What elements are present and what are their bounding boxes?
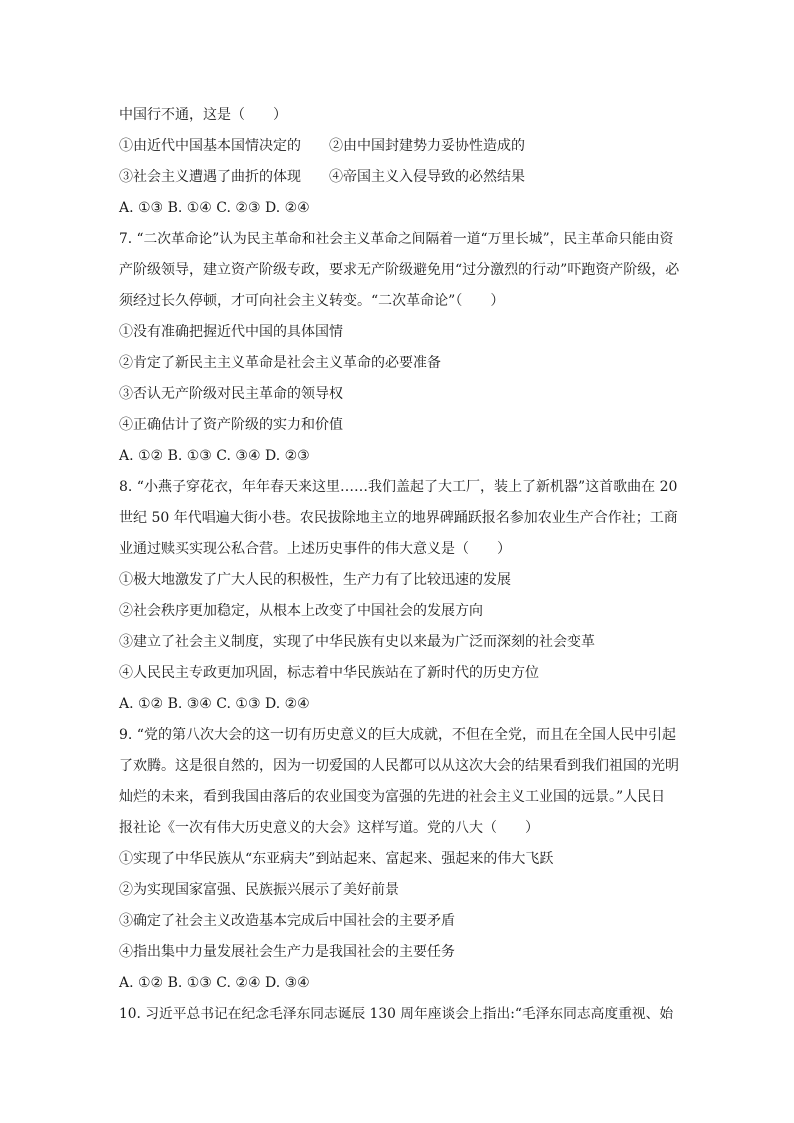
question-6-option-2: ②由中国封建势力妥协性造成的: [329, 138, 525, 154]
question-6-options-row-1: [119, 131, 679, 162]
question-7-option-4: ④正确估计了资产阶级的实力和价值: [119, 417, 343, 433]
question-7: [119, 224, 679, 472]
question-8-option-1: ①极大地激发了广大人民的积极性，生产力有了比较迅速的发展: [119, 572, 511, 588]
question-6-answers: A. ①③ B. ①④ C. ②③ D. ②④: [119, 200, 310, 216]
question-8-option-3: ③建立了社会主义制度，实现了中华民族有史以来最为广泛而深刻的社会变革: [119, 634, 595, 650]
question-9-stem-line-4: 报社论《一次有伟大历史意义的大会》这样写道。党的八大（ ）: [119, 820, 539, 836]
question-7-option-3: ③否认无产阶级对民主革命的领导权: [119, 386, 343, 402]
exam-page: [119, 100, 679, 1030]
question-10-stem-line-1: 10. 习近平总书记在纪念毛泽东同志诞辰 130 周年座谈会上指出:“毛泽东同志高度重视、始: [119, 1006, 674, 1022]
question-9-stem-line-1: 9. “党的第八次大会的这一切有历史意义的巨大成就，不但在全党，而且在全国人民中引起: [119, 727, 676, 743]
question-7-option-1: ①没有准确把握近代中国的具体国情: [119, 324, 343, 340]
question-8-option-2: ②社会秩序更加稳定，从根本上改变了中国社会的发展方向: [119, 603, 483, 619]
question-8-stem-line-3: 业通过赎买实现公私合营。上述历史事件的伟大意义是（ ）: [119, 541, 511, 557]
question-10: [119, 999, 679, 1030]
question-7-stem-line-2: 产阶级领导，建立资产阶级专政，要求无产阶级避免用“过分激烈的行动”吓跑资产阶级，必: [119, 262, 680, 278]
question-6-option-4: ④帝国主义入侵导致的必然结果: [329, 169, 525, 185]
question-9: [119, 720, 679, 999]
question-7-answers: A. ①② B. ①③ C. ③④ D. ②③: [119, 448, 310, 464]
question-6-option-1: ①由近代中国基本国情决定的: [119, 138, 301, 154]
question-7-stem-line-1: 7. “二次革命论”认为民主革命和社会主义革命之间隔着一道“万里长城”，民主革命只能由资: [119, 231, 674, 247]
question-9-option-3: ③确定了社会主义改造基本完成后中国社会的主要矛盾: [119, 913, 455, 929]
question-6: [119, 100, 679, 224]
question-9-answers: A. ①② B. ①③ C. ②④ D. ③④: [119, 975, 310, 991]
question-8: [119, 472, 679, 720]
question-9-stem-line-2: 了欢腾。这是很自然的，因为一切爱国的人民都可以从这次大会的结果看到我们祖国的光明: [119, 758, 679, 774]
question-9-stem-line-3: 灿烂的未来，看到我国由落后的农业国变为富强的先进的社会主义工业国的远景。”人民日: [119, 789, 666, 805]
question-9-option-4: ④指出集中力量发展社会生产力是我国社会的主要任务: [119, 944, 455, 960]
question-8-answers: A. ①② B. ③④ C. ①③ D. ②④: [119, 696, 310, 712]
question-9-option-2: ②为实现国家富强、民族振兴展示了美好前景: [119, 882, 399, 898]
question-6-stem: 中国行不通，这是（ ）: [119, 107, 287, 123]
question-8-stem-line-1: 8. “小燕子穿花衣，年年春天来这里……我们盖起了大工厂，装上了新机器”这首歌曲在 20: [119, 479, 678, 495]
question-9-option-1: ①实现了中华民族从“东亚病夫”到站起来、富起来、强起来的伟大飞跃: [119, 851, 554, 867]
question-7-stem-line-3: 须经过长久停顿，才可向社会主义转变。“二次革命论”（ ）: [119, 293, 505, 309]
question-8-stem-line-2: 世纪 50 年代唱遍大街小巷。农民拔除地主立的地界碑踊跃报名参加农业生产合作社；工商: [119, 510, 678, 526]
question-6-options-row-2: [119, 162, 679, 193]
question-6-option-3: ③社会主义遭遇了曲折的体现: [119, 169, 301, 185]
question-8-option-4: ④人民民主专政更加巩固，标志着中华民族站在了新时代的历史方位: [119, 665, 539, 681]
question-7-option-2: ②肯定了新民主主义革命是社会主义革命的必要准备: [119, 355, 441, 371]
